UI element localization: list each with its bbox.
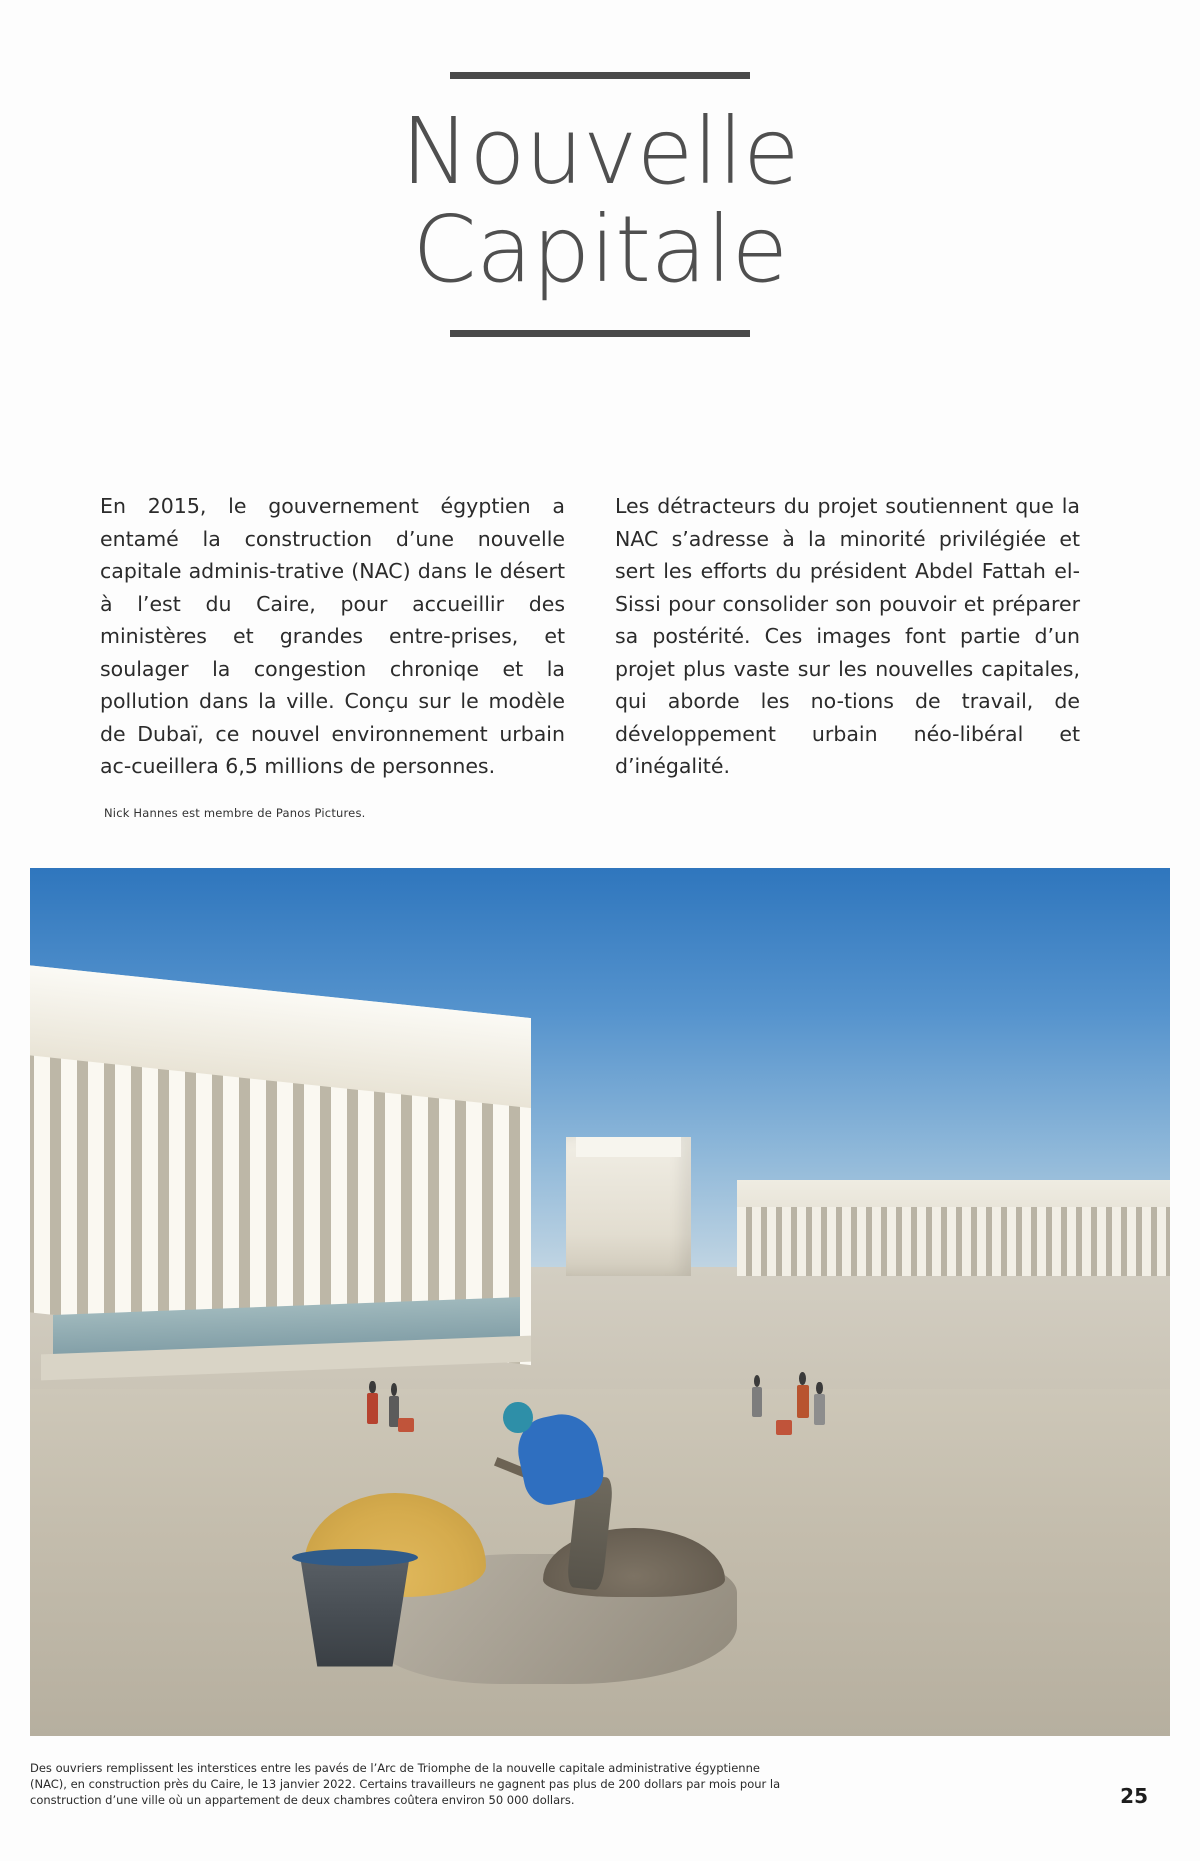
photo-distant-figure (814, 1394, 824, 1425)
body-columns (100, 490, 1100, 783)
page-title-line-2: Capitale (412, 196, 788, 304)
photographer-credit: Nick Hannes est membre de Panos Pictures. (104, 806, 366, 820)
photo-distant-figure (797, 1385, 808, 1418)
photo-canvas (30, 868, 1170, 1736)
photo-worker-head (503, 1402, 533, 1433)
photo-distant-figure-head (816, 1382, 822, 1394)
body-column-right (615, 490, 1080, 783)
photo-paint-bucket (398, 1418, 414, 1432)
photo-paint-bucket (776, 1420, 792, 1435)
photo-right-colonnade (737, 1180, 1170, 1275)
photo-right-columns (737, 1207, 1170, 1276)
page-title-line-1: Nouvelle (400, 98, 800, 205)
photo-caption: Des ouvriers remplissent les interstices entre les pavés de l’Arc de Triomphe de la nouvelle capitale administrative égyptienne (NAC), en construction près du Caire, le 13 janvier 2022. Certains travailleurs ne gagnent pas plus de 200 dollars par mois pour la construction d’une ville où un appartement de deux chambres coûtera environ 50 000 dollars. (30, 1761, 781, 1807)
photograph (30, 868, 1170, 1736)
body-paragraph-left: En 2015, le gouvernement égyptien a entamé la construction d’une nouvelle capitale adminis-trative (NAC) dans le désert à l’est du Caire, pour accueillir des ministères et grandes entre-prises, et soulager la congestion chroniqe et la pollution dans la ville. Conçu sur le modèle de Dubaï, ce nouvel environnement urbain ac-cueillera 6,5 millions de personnes. (100, 494, 565, 778)
photo-distant-figure (367, 1393, 377, 1424)
page-number: 25 (1120, 1784, 1148, 1808)
body-column-left (100, 490, 565, 783)
photo-central-building-cap (576, 1137, 681, 1156)
photo-distant-figure (752, 1387, 762, 1417)
photo-distant-figure-head (369, 1381, 375, 1393)
title-block (0, 72, 1200, 337)
page-title (0, 98, 1200, 304)
photo-central-building (566, 1137, 691, 1276)
body-paragraph-right: Les détracteurs du projet soutiennent que la NAC s’adresse à la minorité privilégiée et sert les efforts du président Abdel Fattah el-Sissi pour consolider son pouvoir et préparer sa postérité. Ces images font partie d’un projet plus vaste sur les nouvelles capitales, qui aborde les no-tions de travail, de développement urbain néo-libéral et d’inégalité. (615, 494, 1080, 778)
title-rule-bottom (450, 330, 750, 337)
photo-distant-figure-head (754, 1375, 760, 1387)
photo-bucket-rim (292, 1549, 417, 1566)
title-rule-top (450, 72, 750, 79)
